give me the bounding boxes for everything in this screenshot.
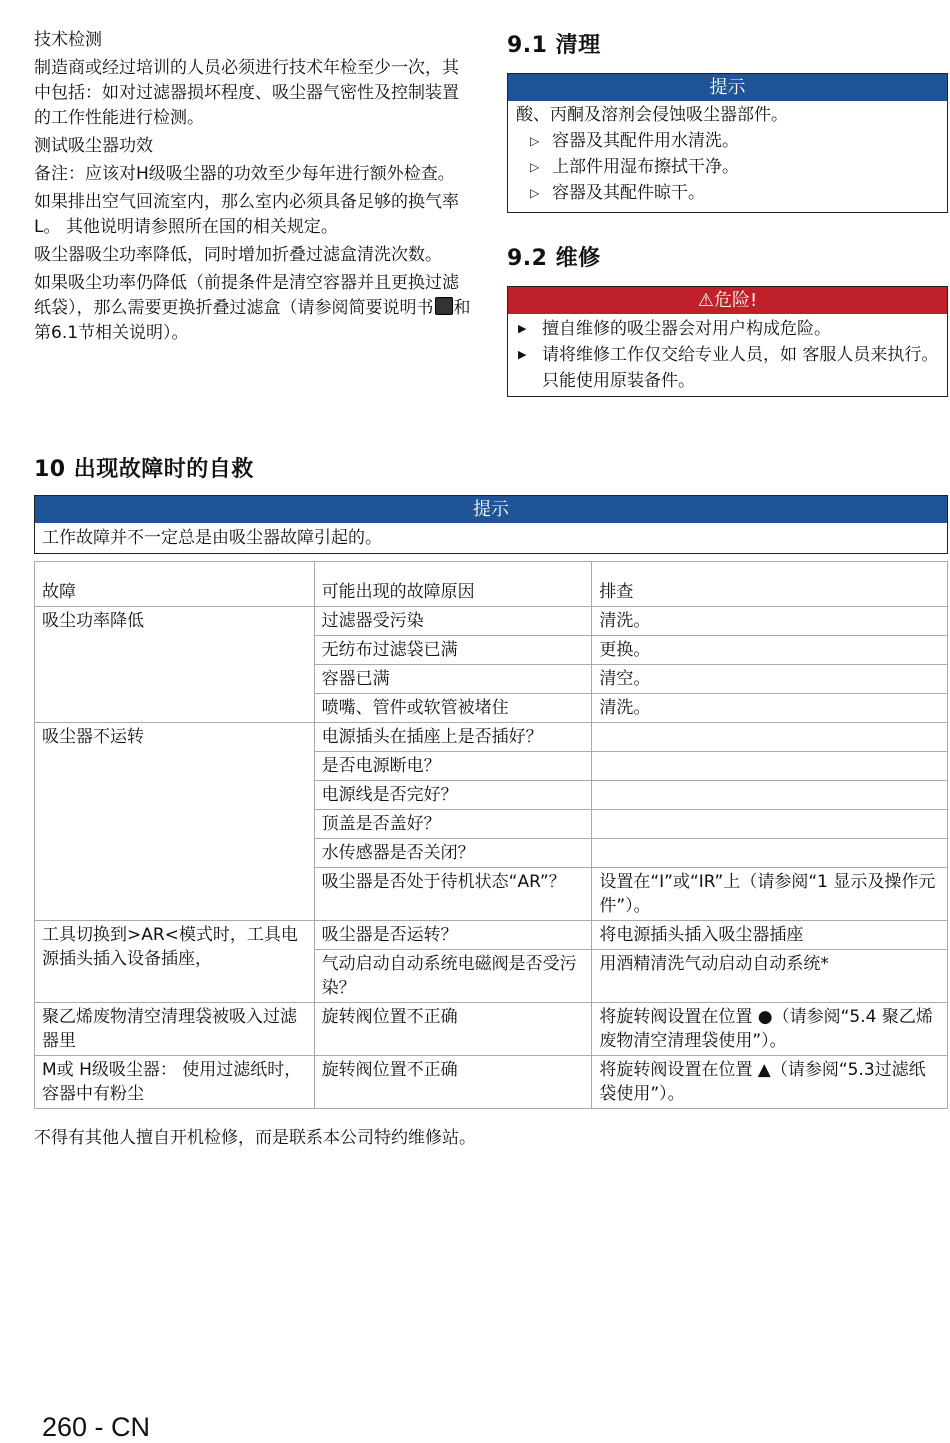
cause-cell: 旋转阀位置不正确: [314, 1003, 592, 1056]
remedy-cell: 清洗。: [592, 607, 948, 636]
cause-cell: 旋转阀位置不正确: [314, 1056, 592, 1109]
table-row: [35, 921, 948, 950]
paragraph-annual-check: 制造商或经过培训的人员必须进行技术年检至少一次，其中包括：如对过滤器损坏程度、吸尘器气密性及控制装置的工作性能进行检测。: [34, 58, 459, 128]
remedy-cell: 更换。: [592, 636, 948, 665]
cause-cell: 电源线是否完好？: [314, 781, 592, 810]
cause-cell: 容器已满: [314, 665, 592, 694]
cleaning-note-box: [507, 73, 948, 213]
cleaning-steps-list: [516, 128, 939, 206]
remedy-cell: [592, 723, 948, 752]
cause-cell: 顶盖是否盖好？: [314, 810, 592, 839]
danger-box: [507, 286, 948, 397]
cause-cell: 气动启动自动系统电磁阀是否受污染？: [314, 950, 592, 1003]
replace-filter-text-a: 如果吸尘功率仍降低（前提条件是清空容器并且更换过滤纸袋），那么需要更换折叠过滤盒（请参阅简要说明书: [34, 273, 459, 318]
remedy-cell: 将旋转阀设置在位置 ▲（请参阅“5.3过滤纸袋使用”）。: [592, 1056, 948, 1109]
fault-cell: 工具切换到>AR<模式时，工具电源插头插入设备插座，: [35, 921, 315, 1003]
section-10: [34, 452, 948, 554]
paragraph-replace-filter: [34, 271, 474, 346]
table-row: [35, 723, 948, 752]
remedy-cell: 设置在“I”或“IR”上（请参阅“1 显示及操作元件”）。: [592, 868, 948, 921]
header-fault: 故障: [35, 562, 315, 607]
remedy-cell: [592, 781, 948, 810]
list-item: ▷ 容器及其配件用水清洗。: [530, 128, 939, 154]
list-item: ▷ 容器及其配件晾干。: [530, 180, 939, 206]
left-column: [34, 28, 474, 349]
table-row: [35, 1003, 948, 1056]
remedy-cell: 将旋转阀设置在位置 ●（请参阅“5.4 聚乙烯废物清空清理袋使用”）。: [592, 1003, 948, 1056]
list-item: ▷ 上部件用湿布擦拭干净。: [530, 154, 939, 180]
danger-box-body: [508, 314, 947, 396]
table-row: [35, 607, 948, 636]
troubleshooting-table-wrap: [34, 561, 948, 1109]
section-9-2-title: 9.2 维修: [507, 246, 601, 271]
header-cause: 可能出现的故障原因: [314, 562, 592, 607]
note-box-header: 提示: [35, 496, 947, 523]
fault-note-text: 工作故障并不一定总是由吸尘器故障引起的。: [42, 528, 382, 548]
remedy-cell: 清洗。: [592, 694, 948, 723]
remedy-cell: [592, 839, 948, 868]
fault-cell: 吸尘器不运转: [35, 723, 315, 921]
replace-filter-text-b: 和第6.1节相关说明）。: [34, 298, 471, 343]
note-box-header: 提示: [508, 74, 947, 101]
danger-box-header: ⚠危险!: [508, 287, 947, 314]
table-header-row: [35, 562, 948, 607]
remedy-cell: [592, 752, 948, 781]
cause-cell: 水传感器是否关闭？: [314, 839, 592, 868]
paragraph-suction-reduced: 吸尘器吸尘功率降低，同时增加折叠过滤盒清洗次数。: [34, 245, 442, 265]
list-item: ▶ 请将维修工作仅交给专业人员，如 客服人员来执行。 只能使用原装备件。: [514, 342, 941, 394]
cause-cell: 无纺布过滤袋已满: [314, 636, 592, 665]
cause-cell: 喷嘴、管件或软管被堵住: [314, 694, 592, 723]
list-item: ▶ 擅自维修的吸尘器会对用户构成危险。: [514, 316, 941, 342]
paragraph-test-efficiency: 测试吸尘器功效: [34, 136, 153, 156]
fault-note-box: [34, 495, 948, 554]
table-row: [35, 1056, 948, 1109]
paragraph-h-class-note: 备注：应该对H级吸尘器的功效至少每年进行额外检查。: [34, 164, 455, 184]
header-remedy: 排查: [592, 562, 948, 607]
remedy-cell: 清空。: [592, 665, 948, 694]
right-column: [507, 28, 948, 397]
footer-note: 不得有其他人擅自开机检修，而是联系本公司特约维修站。: [34, 1128, 476, 1148]
fault-cell: 吸尘功率降低: [35, 607, 315, 723]
paragraph-tech-check: 技术检测: [34, 30, 102, 50]
cause-cell: 吸尘器是否处于待机状态“AR”？: [314, 868, 592, 921]
remedy-cell: 将电源插头插入吸尘器插座: [592, 921, 948, 950]
cause-cell: 过滤器受污染: [314, 607, 592, 636]
cause-cell: 电源插头在插座上是否插好？: [314, 723, 592, 752]
troubleshooting-table: [34, 561, 948, 1109]
danger-list: [514, 316, 941, 394]
section-9-1-title: 9.1 清理: [507, 33, 601, 58]
cause-cell: 吸尘器是否运转？: [314, 921, 592, 950]
section-10-title: 10 出现故障时的自救: [34, 457, 254, 482]
remedy-cell: 用酒精清洗气动启动自动系统*: [592, 950, 948, 1003]
paragraph-air-exchange: 如果排出空气回流室内，那么室内必须具备足够的换气率L。 其他说明请参照所在国的相关规定。: [34, 192, 459, 237]
page-number: 260 - CN: [42, 1412, 151, 1442]
fault-cell: 聚乙烯废物清空清理袋被吸入过滤器里: [35, 1003, 315, 1056]
note-box-body: [508, 101, 947, 212]
cause-cell: 是否电源断电？: [314, 752, 592, 781]
fault-cell: M或 H级吸尘器： 使用过滤纸时，容器中有粉尘: [35, 1056, 315, 1109]
manual-book-icon: [435, 297, 453, 315]
note-lead-text: 酸、丙酮及溶剂会侵蚀吸尘器部件。: [516, 105, 788, 125]
remedy-cell: [592, 810, 948, 839]
